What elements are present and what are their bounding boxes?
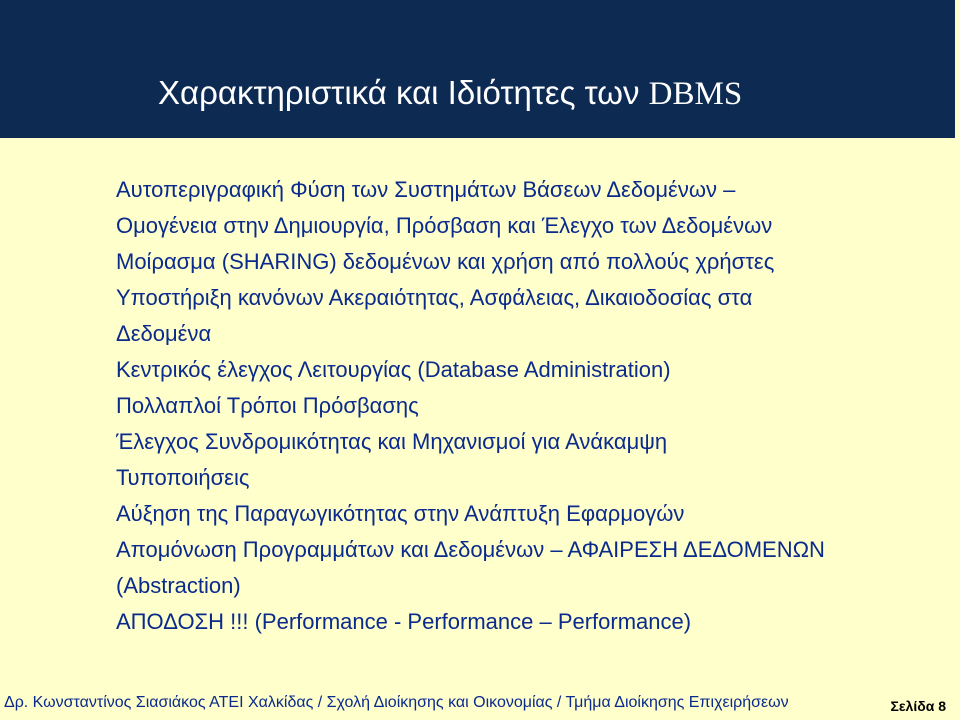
footer — [0, 690, 960, 720]
bullet-line: Τυποποιήσεις — [116, 465, 250, 490]
bullet-line: Υποστήριξη κανόνων Ακεραιότητας, Ασφάλειας, Δικαιοδοσίας στα — [116, 285, 753, 310]
page-number: Σελίδα 8 — [890, 698, 946, 714]
bullet-line: (Abstraction) — [116, 573, 241, 598]
bullet-line: ΑΠΟΔΟΣΗ !!! (Performance - Performance – Performance) — [116, 609, 692, 634]
title-bar — [0, 0, 955, 138]
bullet-line: Έλεγχος Συνδρομικότητας και Μηχανισμοί για Ανάκαμψη — [116, 429, 668, 454]
bullet-line: Δεδομένα — [116, 321, 212, 346]
bullet-line: Αύξηση της Παραγωγικότητας στην Ανάπτυξη Εφαρμογών — [116, 501, 685, 526]
slide-title — [158, 74, 742, 113]
bullet-line: Απομόνωση Προγραμμάτων και Δεδομένων – ΑΦΑΙΡΕΣΗ ΔΕΔΟΜΕΝΩΝ — [116, 537, 825, 562]
bullet-line: Ομογένεια στην Δημιουργία, Πρόσβαση και Έλεγχο των Δεδομένων — [116, 213, 773, 238]
bullet-line: Πολλαπλοί Τρόποι Πρόσβασης — [116, 393, 419, 418]
slide-title-acronym: DBMS — [648, 76, 743, 112]
slide-title-main: Χαρακτηριστικά και Ιδιότητες των — [158, 74, 649, 111]
bullet-line: Κεντρικός έλεγχος Λειτουργίας (Database Administration) — [116, 357, 671, 382]
bullet-line: Μοίρασμα (SHARING) δεδομένων και χρήση από πολλούς χρήστες — [116, 249, 775, 274]
bullet-line: Αυτοπεριγραφική Φύση των Συστημάτων Βάσεων Δεδομένων – — [116, 177, 736, 202]
footer-text: Δρ. Κωνσταντίνος Σιασιάκος ΑΤΕΙ Χαλκίδας / Σχολή Διοίκησης και Οικονομίας / Τμήμα Διοίκησης Επιχειρήσεων — [4, 694, 789, 711]
bullet-list — [116, 172, 936, 640]
